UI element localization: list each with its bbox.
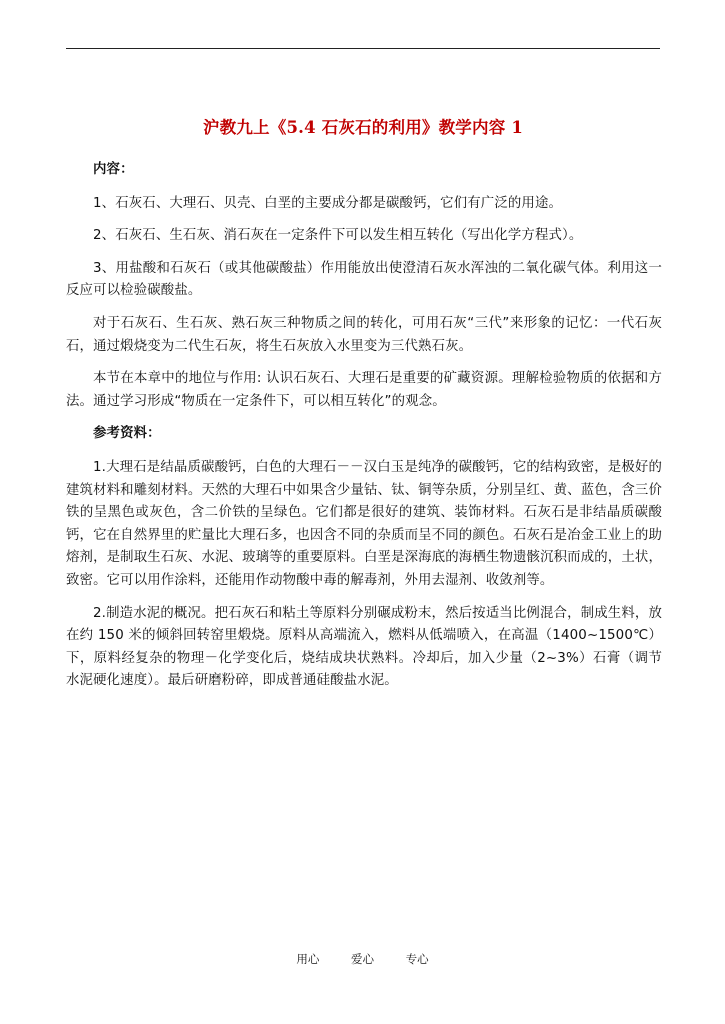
header-rule	[66, 48, 660, 49]
document-body	[66, 159, 662, 703]
paragraph: 本节在本章中的地位与作用: 认识石灰石、大理石是重要的矿藏资源。理解检验物质的依据和方法。通过学习形成“物质在一定条件下，可以相互转化”的观念。	[66, 371, 662, 409]
footer-item: 用心	[296, 952, 320, 966]
document-title: 沪教九上《5.4 石灰石的利用》教学内容 1	[202, 118, 524, 137]
paragraph: 2.制造水泥的概况。把石灰石和粘土等原料分别碾成粉末，然后按适当比例混合，制成生料，放在约 150 米的倾斜回转窑里煅烧。原料从高端流入，燃料从低端喷入，在高温（1400~1500℃）下，原料经复杂的物理－化学变化后，烧结成块状熟料。冷却后，加入少量（2~3%）石膏（调节水泥硬化速度）。最后研磨粉碎，即成普通硅酸盐水泥。	[66, 605, 662, 689]
footer-item: 专心	[405, 952, 429, 966]
page-footer	[0, 951, 725, 967]
paragraph: 对于石灰石、生石灰、熟石灰三种物质之间的转化，可用石灰“三代”来形象的记忆：一代石灰石，通过煅烧变为二代生石灰，将生石灰放入水里变为三代熟石灰。	[66, 315, 662, 354]
paragraph: 2、石灰石、生石灰、消石灰在一定条件下可以发生相互转化（写出化学方程式）。	[93, 228, 583, 244]
paragraph: 3、用盐酸和石灰石（或其他碳酸盐）作用能放出使澄清石灰水浑浊的二氧化碳气体。利用这一反应可以检验碳酸盐。	[66, 260, 662, 299]
footer-item: 爱心	[351, 952, 374, 966]
paragraph: 1.大理石是结晶质碳酸钙，白色的大理石－－汉白玉是纯净的碳酸钙，它的结构致密，是极好的建筑材料和雕刻材料。天然的大理石中如果含少量钴、钛、铜等杂质，分别呈红、黄、蓝色，含三价铁的呈黑色或灰色，含二价铁的呈绿色。它们都是很好的建筑、装饰材料。石灰石是非结晶质碳酸钙，它在自然界里的贮量比大理石多，也因含不同的杂质而呈不同的颜色。石灰石是冶金工业上的助熔剂，是制取生石灰、水泥、玻璃等的重要原料。白垩是深海底的海栖生物遗骸沉积而成的，土状，致密。它可以用作涂料，还能用作动物酸中毒的解毒剂，外用去湿剂、收敛剂等。	[66, 459, 662, 588]
section-heading-references: 参考资料：	[93, 426, 161, 442]
section-heading-content: 内容：	[93, 162, 134, 177]
paragraph: 1、石灰石、大理石、贝壳、白垩的主要成分都是碳酸钙，它们有广泛的用途。	[93, 195, 563, 211]
